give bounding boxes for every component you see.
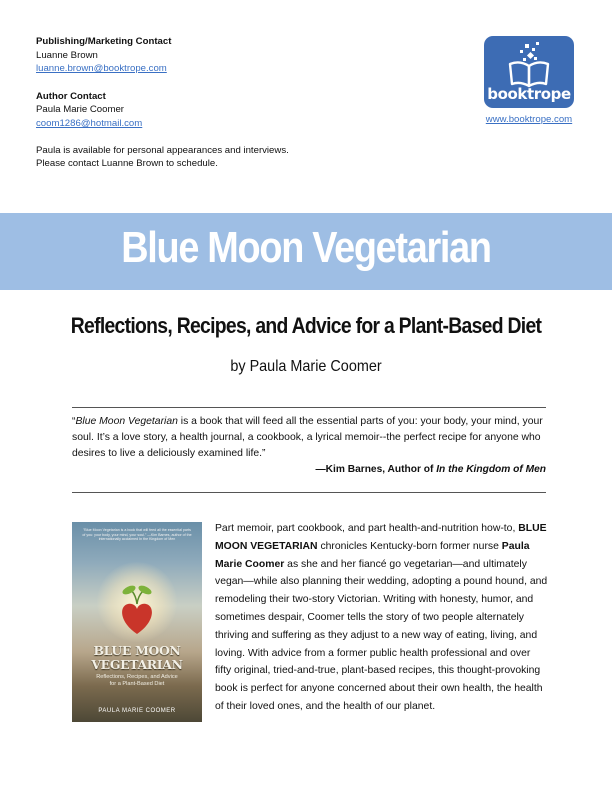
author-contact-email-link[interactable]: coom1286@hotmail.com xyxy=(36,117,143,129)
contact-block xyxy=(36,35,336,171)
publishing-contact-label: Publishing/Marketing Contact xyxy=(36,36,172,47)
desc-part-1: Part memoir, part cookbook, and part health-and-nutrition how-to, xyxy=(215,523,519,534)
cover-subtitle xyxy=(72,674,202,688)
availability-note: Paula is available for personal appearances and interviews. Please contact Luanne Brown to schedule. xyxy=(36,144,289,170)
attribution-work: In the Kingdom of Men xyxy=(436,464,546,475)
quote-attribution xyxy=(72,462,546,478)
cover-subtitle-line1: Reflections, Recipes, and Advice xyxy=(96,674,178,680)
quote-text: is a book that will feed all the essential parts of you: your body, your mind, your soul. It’s a love story, a health journal, a cookbook, a lyrical memoir--the perfect recipe for anyone who desires to live a deliciously examined life.” xyxy=(72,416,543,459)
attribution-prefix: —Kim Barnes, Author of xyxy=(315,464,437,475)
cover-author: PAULA MARIE COOMER xyxy=(98,708,176,714)
author-contact-label: Author Contact xyxy=(36,90,106,102)
author-byline: by Paula Marie Coomer xyxy=(230,358,382,375)
heart-sprout-icon xyxy=(117,582,157,640)
desc-part-2: chronicles Kentucky-born former nurse xyxy=(317,540,502,552)
book-cover-image xyxy=(72,522,202,722)
cover-blurb: "Blue Moon Vegetarian is a book that will feed all the essential parts of you: your body, your mind, your soul." —Kim Barnes, author of the internationally acclaimed In the Kingdom of Men xyxy=(82,528,192,542)
quote-bottom-divider xyxy=(72,492,546,493)
book-description xyxy=(215,520,549,716)
logo-wordmark: booktrope xyxy=(487,85,571,103)
publishing-contact-email-link[interactable]: luanne.brown@booktrope.com xyxy=(36,63,167,75)
title-banner xyxy=(0,213,612,290)
desc-book-title: BLUE MOON VEGETARIAN xyxy=(215,523,547,552)
quote-book-title: Blue Moon Vegetarian xyxy=(75,416,178,427)
quote-top-divider xyxy=(72,407,546,408)
quote-open-mark: “ xyxy=(72,416,76,427)
desc-part-3: as she and her fiancé go vegetarian—and ultimately vegan—while also planning their wedding, adopting a pound hound, and remodeling their two-story Victorian. Writing with honesty, humor, and sometimes despair, Coomer tells the story of two people alternately thriving and suffering as they adjust to a new way of eating, living, and loving. With advice from a former public health professional and over fifty original, tried-and-true, plant-based recipes, this thought-provoking book is perfect for anyone concerned about their own health, the health of their loved ones, and the health of our planet. xyxy=(215,558,548,712)
cover-subtitle-line2: for a Plant-Based Diet xyxy=(109,681,165,687)
booktrope-logo[interactable] xyxy=(484,36,574,108)
book-subtitle: Reflections, Recipes, and Advice for a Plant-Based Diet xyxy=(70,313,542,338)
cover-title-line2: VEGETARIAN xyxy=(91,656,183,672)
publishing-contact-name: Luanne Brown xyxy=(36,49,98,61)
author-contact-name: Paula Marie Coomer xyxy=(36,104,124,116)
booktrope-website-link[interactable]: www.booktrope.com xyxy=(485,114,573,125)
cover-title xyxy=(72,644,202,672)
book-title: Blue Moon Vegetarian xyxy=(121,223,491,272)
desc-author-name: Paula Marie Coomer xyxy=(215,540,530,570)
cover-title-line1: BLUE MOON xyxy=(93,643,181,658)
endorsement-quote xyxy=(72,414,546,478)
